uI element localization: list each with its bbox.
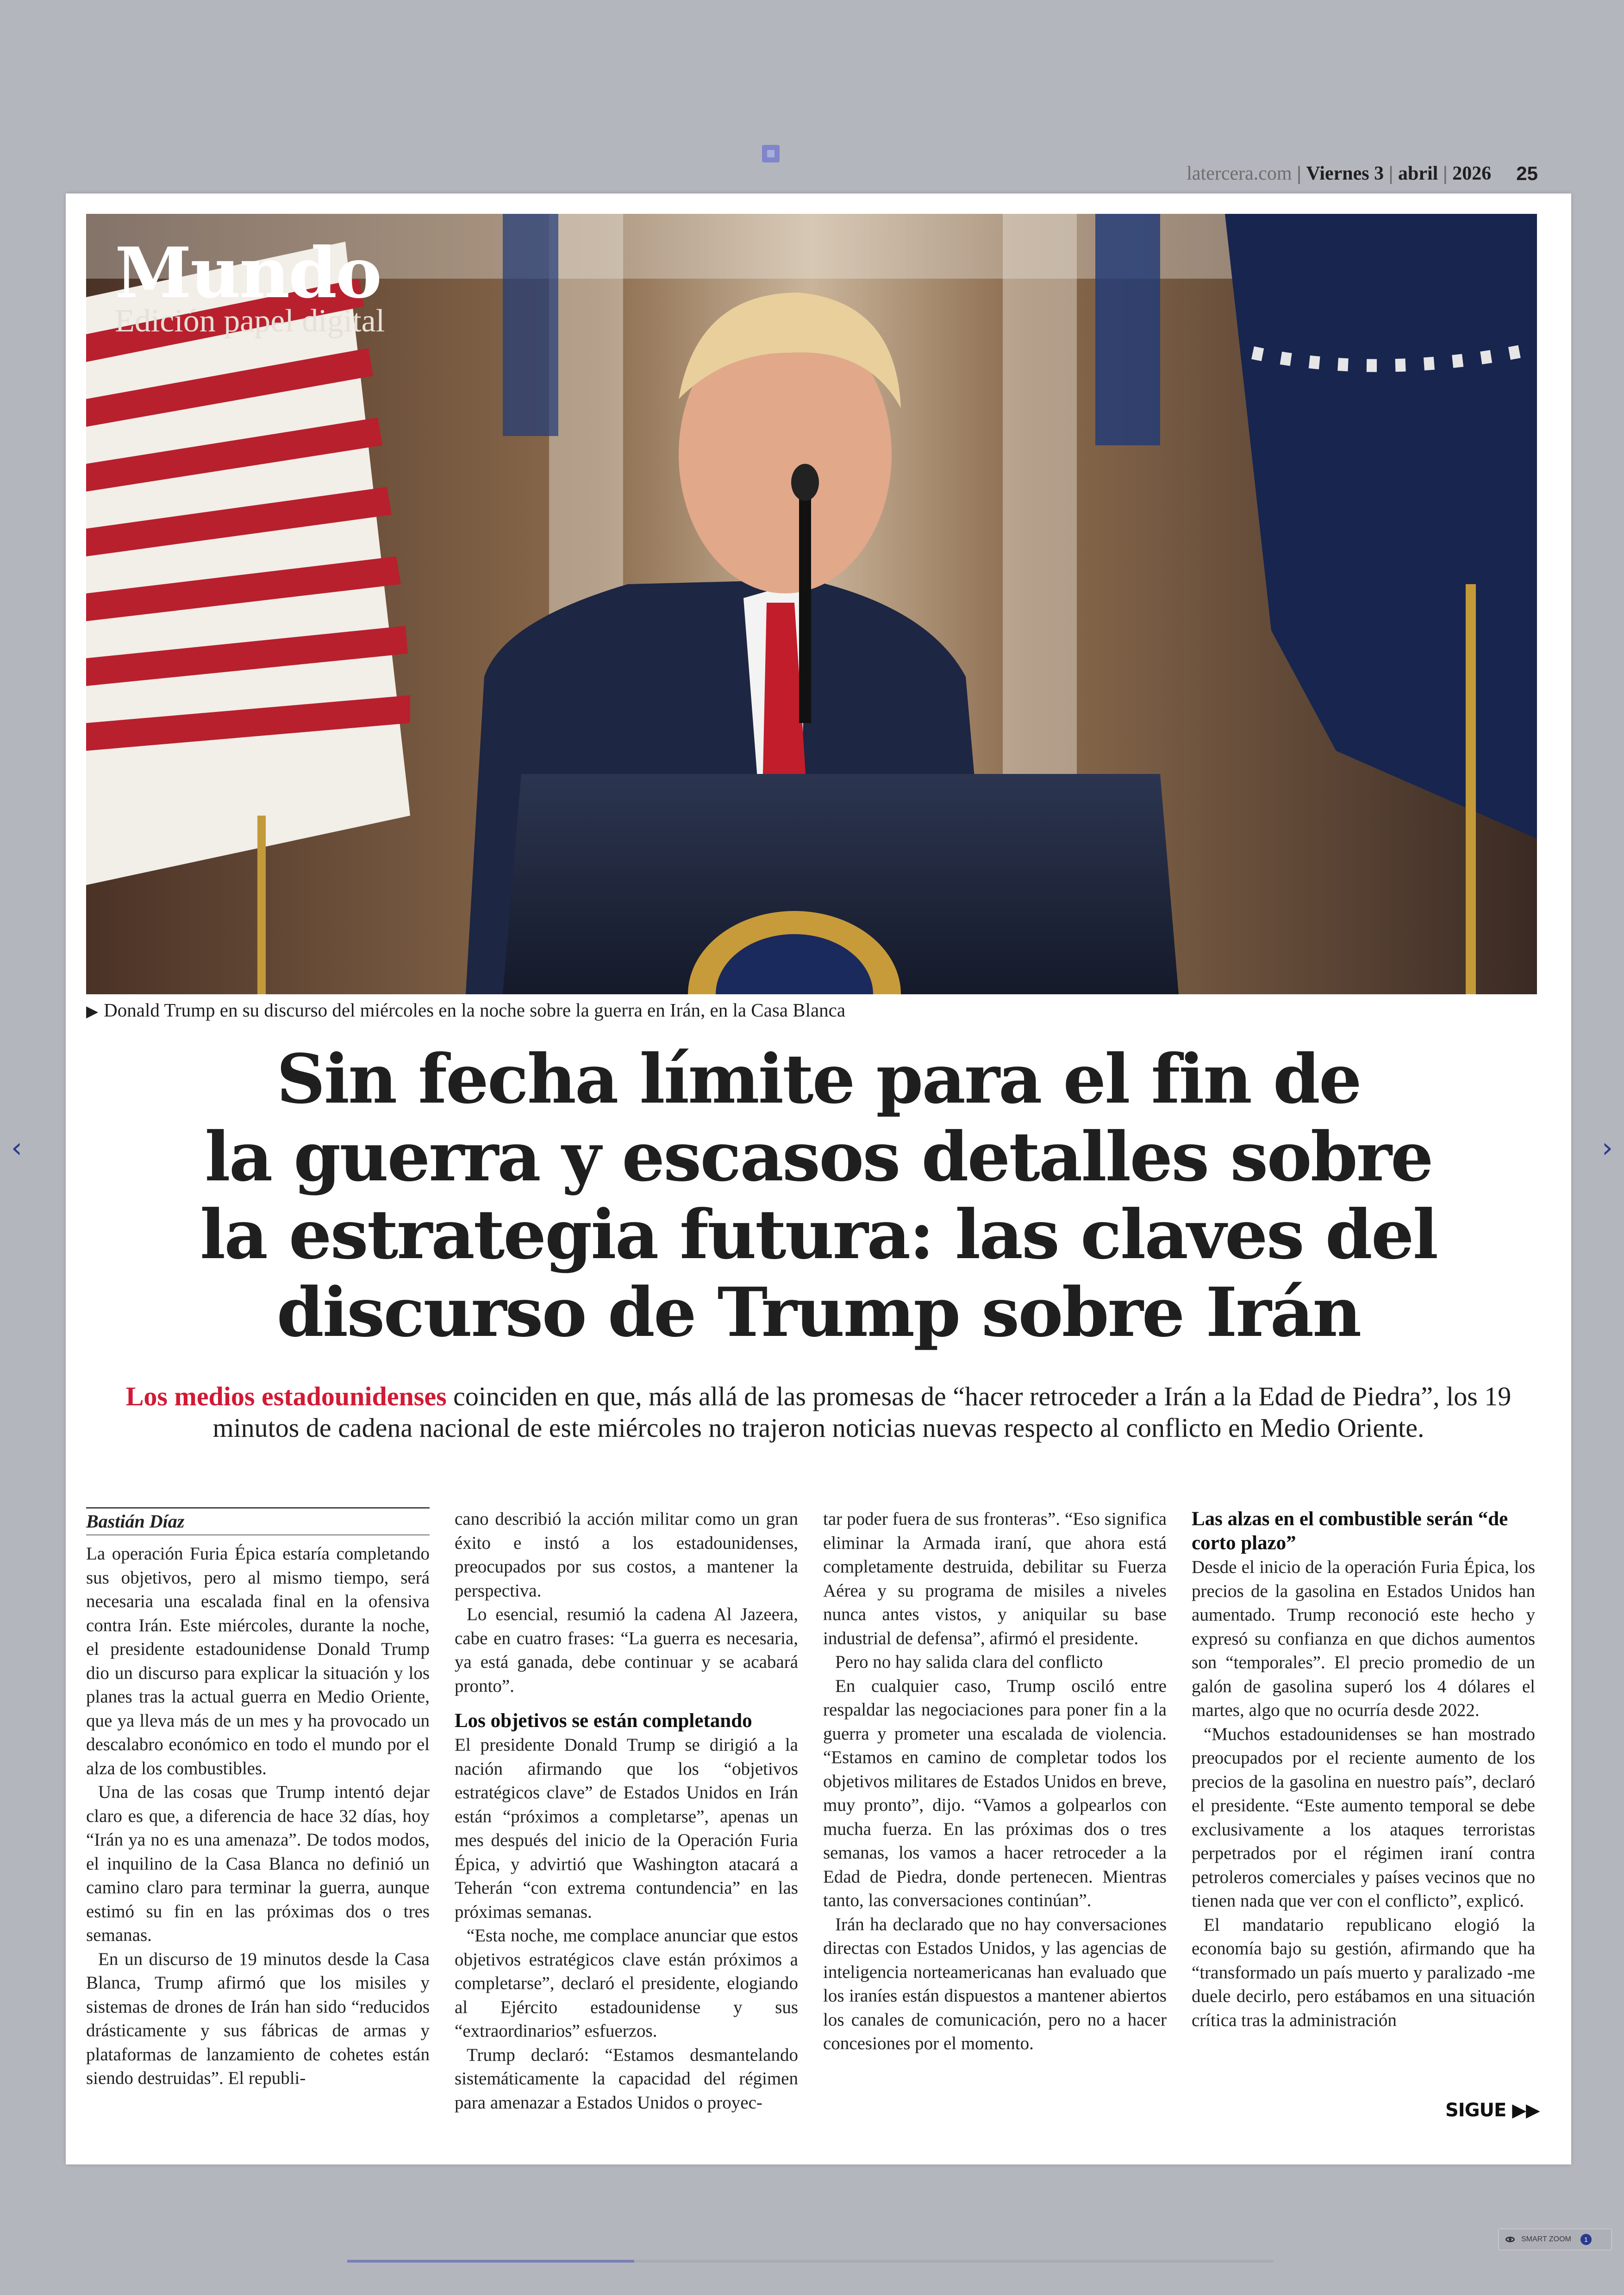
paragraph: La operación Furia Épica estaría completando sus objetivos, pero al mismo tiempo, será necesaria una escalada final en la ofensiva contra Irán. Este miércoles, durante la noche, el presidente estadounidense Donald Trump dio un discurso para explicar la situación y los planes tras la actual guerra en Medio Oriente, que ya lleva más de un mes y ha provocado un descalabro económico en todo el mundo por el alza de los combustibles. — [86, 1544, 430, 1778]
folio-weekday: Viernes 3 — [1306, 163, 1384, 184]
smart-zoom-badge: 1 — [1580, 2234, 1592, 2245]
folio-site: latercera.com — [1187, 163, 1292, 184]
paragraph: Irán ha declarado que no hay conversaciones directas con Estados Unidos, y las agencias de inteligencia norteamericanas han evaluado que los iraníes están dispuestos a mantener abiertos los canales de comunicación, pero no a hacer concesiones por el momento. — [823, 1914, 1167, 2053]
caption-text: Donald Trump en su discurso del miércoles en la noche sobre la guerra en Irán, en la Casa Blanca — [104, 999, 846, 1021]
page-folio: latercera.com | Viernes 3 | abril | 2026 25 — [1187, 162, 1538, 184]
continue-marker: SIGUE ▶▶ — [1445, 2100, 1540, 2121]
paragraph: cano describió la acción militar como un gran éxito e instó a los estadounidenses, preocupados por sus costos, a mantener la perspectiva. — [455, 1509, 798, 1601]
headline-line: la guerra y escasos detalles sobre — [205, 1117, 1432, 1197]
lede-highlight: Los medios estadounidenses — [125, 1381, 447, 1411]
lede-text: coinciden en que, más allá de las promesas de “hacer retroceder a Irán a la Edad de Piedra”, los 19 minutos de cadena nacional de este miércoles no trajeron noticias nuevas respecto al conflicto en Medio Oriente. — [212, 1381, 1512, 1443]
smart-zoom-button[interactable] — [1498, 2228, 1612, 2251]
caption-marker-icon: ▶ — [86, 1003, 99, 1020]
next-page-arrow-icon[interactable]: › — [1602, 1132, 1613, 1164]
paragraph: Pero no hay salida clara del conflicto — [835, 1652, 1103, 1672]
lead-photo — [86, 214, 1537, 994]
reading-progress-bar[interactable] — [347, 2260, 1273, 2263]
headline-line: la estrategia futura: las claves del — [200, 1195, 1437, 1274]
article-column-3 — [823, 1507, 1167, 2056]
article-column-4 — [1192, 1507, 1535, 2032]
article-column-2 — [455, 1507, 798, 2114]
smart-zoom-label: SMART ZOOM — [1521, 2235, 1571, 2243]
folio-month: abril — [1398, 163, 1438, 184]
folio-year: 2026 — [1452, 163, 1492, 184]
article-lede — [107, 1381, 1530, 1444]
section-subtitle: Edición papel digital — [115, 303, 385, 339]
newspaper-page[interactable] — [66, 193, 1571, 2164]
folio-page-number: 25 — [1516, 162, 1538, 184]
paragraph: En un discurso de 19 minutos desde la Casa Blanca, Trump afirmó que los misiles y sistemas de drones de Irán han sido “reducidos drásticamente y sus fábricas de armas y plataformas de lanzamiento de cohetes están siendo destruidas”. El republi- — [86, 1949, 430, 2088]
paragraph: “Muchos estadounidenses se han mostrado preocupados por el reciente aumento de los precios de la gasolina en nuestro país”, declaró el presidente. “Este aumento temporal se debe exclusivamente a los ataques terroristas perpetrados por el régimen iraní contra petroleros comerciales y países vecinos que no tienen nada que ver con el conflicto”, explicó. — [1192, 1724, 1535, 1911]
paragraph: tar poder fuera de sus fronteras”. “Eso significa eliminar la Armada iraní, que ahora está completamente destruida, debilitar su Fuerza Aérea y su programa de misiles a niveles nunca antes vistos, y aniquilar su base industrial de defensa”, afirmó el presidente. — [823, 1509, 1167, 1648]
article-column-1 — [86, 1507, 430, 2090]
paragraph: Desde el inicio de la operación Furia Épica, los precios de la gasolina en Estados Unidos han aumentado. Trump reconoció este hecho y expresó su confianza en que dichos aumentos son “temporales”. El precio promedio de un galón de gasolina superó los 4 dólares el martes, algo que no ocurría desde 2022. — [1192, 1557, 1535, 1720]
podium-shape — [503, 774, 1179, 994]
headline-line: Sin fecha límite para el fin de — [276, 1040, 1361, 1119]
viewer-top-icon[interactable] — [762, 145, 780, 162]
subheading-objectives: Los objetivos se están completando — [455, 1710, 752, 1732]
paragraph: Una de las cosas que Trump intentó dejar claro es que, a diferencia de hace 32 días, hoy “Irán ya no es una amenaza”. De todos modos, el inquilino de la Casa Blanca no definió un camino claro para terminar la guerra, aunque estimó su fin en las próximas dos o tres semanas. — [86, 1782, 430, 1945]
reading-progress-fill — [347, 2260, 634, 2263]
previous-page-arrow-icon[interactable]: ‹ — [11, 1132, 22, 1164]
paragraph: En cualquier caso, Trump osciló entre respaldar las negociaciones para poner fin a la guerra y prometer una escalada de violencia. “Estamos en camino de completar todos los objetivos militares de Estados Unidos en breve, muy pronto”, dijo. “Vamos a golpearlos con mucha fuerza. En las próximas dos o tres semanas, los vamos a hacer retroceder a la Edad de Piedra, donde pertenecen. Mientras tanto, las conversaciones continúan”. — [823, 1676, 1167, 1910]
paragraph: “Esta noche, me complace anunciar que estos objetivos estratégicos clave están próximos a completarse”, declaró el presidente, elogiando al Ejército estadounidense y sus “extraordinarios” esfuerzos. — [455, 1926, 798, 2041]
headline-line: discurso de Trump sobre Irán — [276, 1273, 1361, 1352]
byline: Bastián Díaz — [86, 1507, 430, 1535]
paragraph: Lo esencial, resumió la cadena Al Jazeera, cabe en cuatro frases: “La guerra es necesaria, ya está ganada, debe continuar y se acabará pronto”. — [455, 1604, 798, 1696]
paragraph: El mandatario republicano elogió la economía bajo su gestión, afirmando que ha “transformado un país muerto y paralizado -me duele decirlo, pero estábamos en una situación crítica tras la administración — [1192, 1915, 1535, 2030]
paragraph: El presidente Donald Trump se dirigió a la nación afirmando que los “objetivos estratégicos clave” de Estados Unidos en Irán están “próximos a completarse”, apenas un mes después del inicio de la Operación Furia Épica, y advirtió que Washington atacará a Teherán “con extrema contundencia” en las próximas semanas. — [455, 1735, 798, 1922]
paragraph: Trump declaró: “Estamos desmantelando sistemáticamente la capacidad del régimen para amenazar a Estados Unidos o proyec- — [455, 2045, 798, 2113]
section-title: Mundo — [115, 232, 381, 314]
subheading-fuel: Las alzas en el combustible serán “de corto plazo” — [1192, 1508, 1508, 1554]
photo-caption — [86, 999, 1540, 1021]
article-headline — [158, 1041, 1479, 1352]
eye-icon — [1505, 2237, 1515, 2242]
